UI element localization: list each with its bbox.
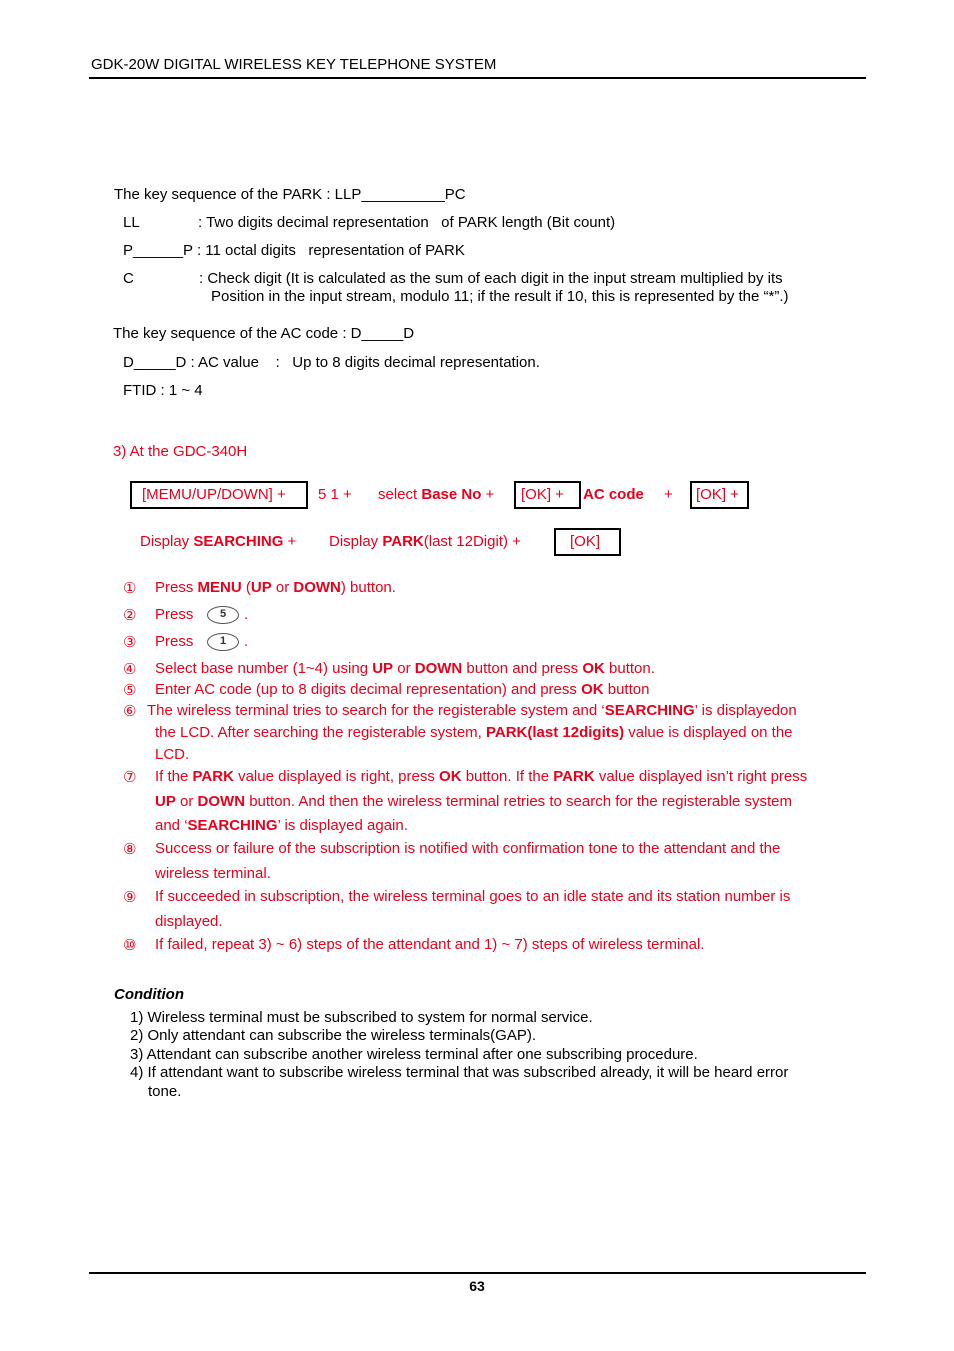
step-7-line-1: If the PARK value displayed is right, press OK button. If the PARK value displayed isn’t right press bbox=[155, 768, 808, 785]
step-8-line-2: wireless terminal. bbox=[155, 865, 271, 882]
document-header-title: GDK-20W DIGITAL WIRELESS KEY TELEPHONE SYSTEM bbox=[91, 56, 497, 73]
condition-heading: Condition bbox=[114, 986, 184, 1003]
step-6-line-1: The wireless terminal tries to search for the registerable system and ‘SEARCHING’ is displayedon bbox=[147, 702, 797, 719]
step-6-line-2: the LCD. After searching the registerable system, PARK(last 12digits) value is displayed on the bbox=[155, 724, 793, 741]
step-3-text: Press bbox=[155, 633, 194, 650]
condition-item-4-line-2: tone. bbox=[148, 1083, 182, 1100]
park-c-key: C bbox=[123, 270, 134, 287]
footer-rule bbox=[89, 1272, 866, 1274]
step-10-text: If failed, repeat 3) ~ 6) steps of the attendant and 1) ~ 7) steps of wireless terminal. bbox=[155, 936, 705, 953]
flow-display-searching: Display SEARCHING + bbox=[140, 533, 297, 550]
step-7-line-2: UP or DOWN button. And then the wireless terminal retries to search for the registerable system bbox=[155, 793, 792, 810]
step-9-number: ⑨ bbox=[123, 888, 137, 906]
flow-ok-2-label: [OK] + bbox=[696, 486, 739, 503]
park-ll-key: LL bbox=[123, 214, 140, 231]
flow-select-base: select Base No + bbox=[378, 486, 495, 503]
flow-display-park: Display PARK(last 12Digit) + bbox=[329, 533, 521, 550]
step-2-end: . bbox=[244, 606, 249, 623]
step-3-end: . bbox=[244, 633, 249, 650]
step-4-number: ④ bbox=[123, 660, 137, 678]
park-intro: The key sequence of the PARK : LLP__________PC bbox=[114, 186, 466, 203]
step-8-line-1: Success or failure of the subscription is notified with confirmation tone to the attendant and the bbox=[155, 840, 781, 857]
step-9-line-1: If succeeded in subscription, the wireless terminal goes to an idle state and its station number is bbox=[155, 888, 791, 905]
step-6-number: ⑥ bbox=[123, 702, 137, 720]
park-c-desc-1: : Check digit (It is calculated as the sum of each digit in the input stream multiplied by its bbox=[199, 270, 783, 287]
step-1-text: Press MENU (UP or DOWN) button. bbox=[155, 579, 396, 596]
header-rule bbox=[89, 77, 866, 79]
step-5-number: ⑤ bbox=[123, 681, 137, 699]
step-10-number: ⑩ bbox=[123, 936, 137, 954]
step-1-number: ① bbox=[123, 579, 137, 597]
step-7-number: ⑦ bbox=[123, 768, 137, 786]
step-4-text: Select base number (1~4) using UP or DOWN button and press OK button. bbox=[155, 660, 655, 677]
condition-item-3: 3) Attendant can subscribe another wireless terminal after one subscribing procedure. bbox=[130, 1046, 698, 1063]
condition-item-4-line-1: 4) If attendant want to subscribe wireless terminal that was subscribed already, it will be heard error bbox=[130, 1064, 789, 1081]
section-heading: 3) At the GDC-340H bbox=[113, 443, 248, 460]
park-ll-desc: : Two digits decimal representation of PARK length (Bit count) bbox=[198, 214, 616, 231]
step-5-text: Enter AC code (up to 8 digits decimal representation) and press OK button bbox=[155, 681, 650, 698]
flow-ok-3-label: [OK] bbox=[570, 533, 601, 550]
park-p-line: P______P : 11 octal digits representation of PARK bbox=[123, 242, 465, 259]
step-6-line-3: LCD. bbox=[155, 746, 190, 763]
ac-d-line: D_____D : AC value : Up to 8 digits decimal representation. bbox=[123, 354, 540, 371]
park-c-desc-2: Position in the input stream, modulo 11; if the result if 10, this is represented by the “*”.) bbox=[211, 288, 789, 305]
step-9-line-2: displayed. bbox=[155, 913, 223, 930]
step-7-line-3: and ‘SEARCHING’ is displayed again. bbox=[155, 817, 408, 834]
flow-key-51: 5 1 + bbox=[318, 486, 352, 503]
key-1-icon: 1 bbox=[207, 633, 239, 651]
step-8-number: ⑧ bbox=[123, 840, 137, 858]
key-5-icon: 5 bbox=[207, 606, 239, 624]
step-2-text: Press bbox=[155, 606, 194, 623]
ac-intro: The key sequence of the AC code : D_____D bbox=[113, 325, 415, 342]
page-number: 63 bbox=[469, 1278, 485, 1294]
ac-ftid: FTID : 1 ~ 4 bbox=[123, 382, 203, 399]
condition-item-2: 2) Only attendant can subscribe the wireless terminals(GAP). bbox=[130, 1027, 537, 1044]
flow-ok-1-label: [OK] + bbox=[521, 486, 564, 503]
step-3-number: ③ bbox=[123, 633, 137, 651]
flow-menu-label: [MEMU/UP/DOWN] + bbox=[142, 486, 286, 503]
condition-item-1: 1) Wireless terminal must be subscribed to system for normal service. bbox=[130, 1009, 593, 1026]
step-2-number: ② bbox=[123, 606, 137, 624]
flow-ac-code: AC code bbox=[583, 486, 644, 503]
flow-plus: + bbox=[664, 486, 673, 503]
